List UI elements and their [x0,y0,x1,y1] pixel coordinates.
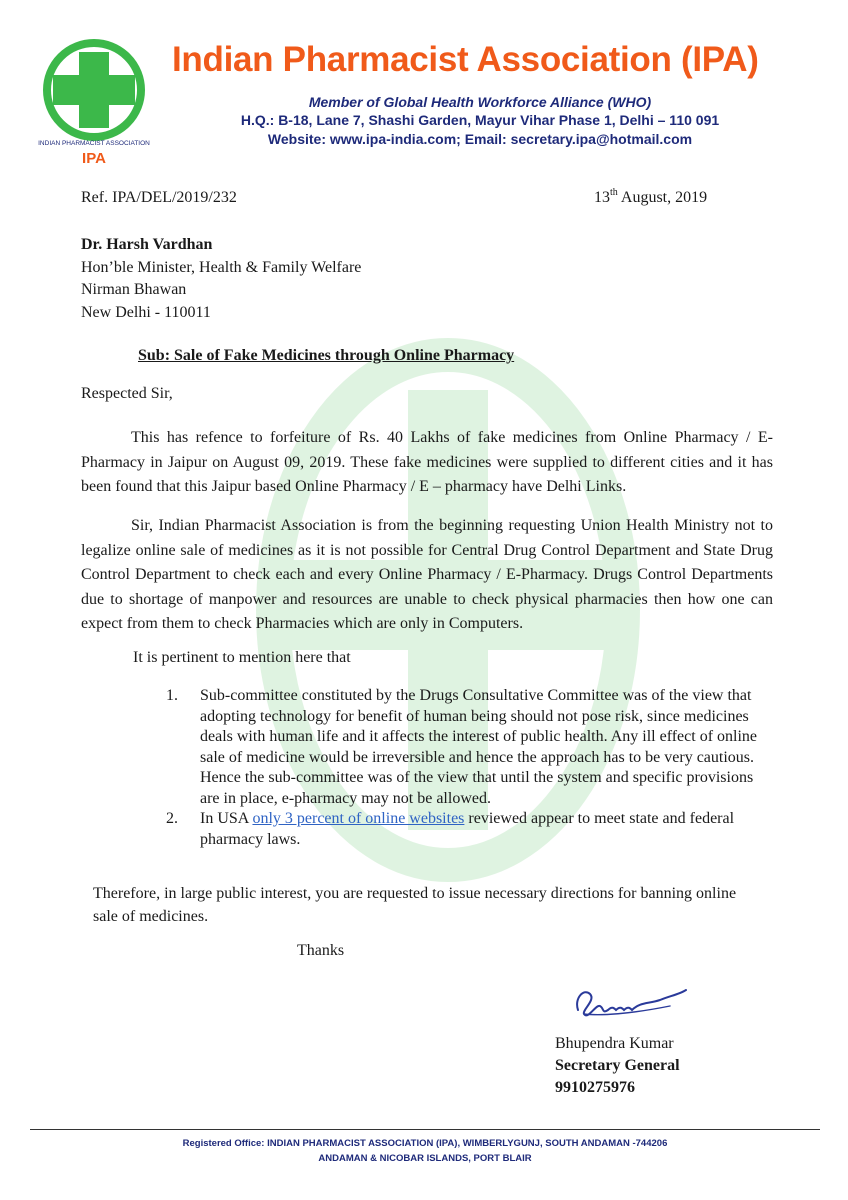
list-number: 2. [166,810,178,827]
addressee-block [81,234,361,324]
footer-divider [30,1129,820,1130]
thanks-line: Thanks [297,942,345,959]
letter-date [594,188,707,208]
body-paragraph: This has refence to forfeiture of Rs. 40 Lakhs of fake medicines from Online Pharmacy / E-Pharmacy in Jaipur on August 09, 2019. These fake medicines were supplied to different cities and it has been found that this Jaipur based Online Pharmacy / E – pharmacy have Delhi Links. [81,429,773,495]
list-item-text: Sub-committee constituted by the Drugs Consultative Committee was of the view that adopting technology for benefit of human being should not pose risk, since medicines deals with human life and it affects the interest of public health. Any ill effect of online sale of medicine would be irreversible and hence the approach has to be very cautious. Hence the sub-committee was of the view that until the system and specific provisions are in place, e-pharmacy may not be allowed. [200,687,758,807]
reference-number: Ref. IPA/DEL/2019/232 [81,189,237,206]
list-item-text-before: In USA [200,810,253,827]
salutation: Respected Sir, [81,385,173,402]
signer-name: Bhupendra Kumar [555,1035,674,1052]
signer-block [555,1033,680,1099]
organization-title: Indian Pharmacist Association (IPA) [172,40,759,79]
points-list [166,686,774,850]
registered-office-line: Registered Office: INDIAN PHARMACIST ASSOCIATION (IPA), WIMBERLYGUNJ, SOUTH ANDAMAN -744206 [182,1138,668,1149]
handwritten-signature [570,980,690,1025]
contact-line: Website: www.ipa-india.com; Email: secretary.ipa@hotmail.com [267,131,693,147]
body-paragraph: Sir, Indian Pharmacist Association is from the beginning requesting Union Health Ministry not to legalize online sale of medicines as it is not possible for Central Drug Control Department and State Drug Control Department to check each and every Online Pharmacy / E-Pharmacy. Drugs Control Departments due to shortage of manpower and resources are unable to check physical pharmacies then how one can expect from them to check Pharmacies which are only in Computers. [81,517,773,632]
list-item-text-after: reviewed appear to meet state and federal pharmacy laws. [200,810,739,848]
list-item [166,686,774,809]
date-rest: August, 2019 [617,189,708,206]
green-cross-icon [34,38,154,168]
usa-statistic-link[interactable]: only 3 percent of online websites [252,810,465,827]
closing-paragraph: Therefore, in large public interest, you are requested to issue necessary directions for banning online sale of medicines. [93,885,737,925]
date-suffix: th [610,187,618,198]
logo-abbr: IPA [82,150,106,167]
member-line: Member of Global Health Workforce Alliance (WHO) [308,94,652,110]
list-item [166,809,774,850]
hq-address: H.Q.: B-18, Lane 7, Shashi Garden, Mayur Vihar Phase 1, Delhi – 110 091 [240,112,720,128]
logo-caption: INDIAN PHARMACIST ASSOCIATION [38,140,150,147]
addressee-line: Hon’ble Minister, Health & Family Welfare [81,258,362,276]
ipa-logo [34,38,154,168]
addressee-name: Dr. Harsh Vardhan [81,236,213,253]
subject-line: Sub: Sale of Fake Medicines through Online Pharmacy [138,347,515,364]
registered-office-line: ANDAMAN & NICOBAR ISLANDS, PORT BLAIR [318,1153,532,1164]
signer-phone: 9910275976 [555,1079,635,1096]
list-number: 1. [166,687,178,704]
signer-title: Secretary General [555,1057,680,1074]
addressee-line: New Delhi - 110011 [81,303,211,321]
date-day: 13 [594,189,610,206]
pertinent-line: It is pertinent to mention here that [133,649,351,666]
addressee-line: Nirman Bhawan [81,281,187,298]
